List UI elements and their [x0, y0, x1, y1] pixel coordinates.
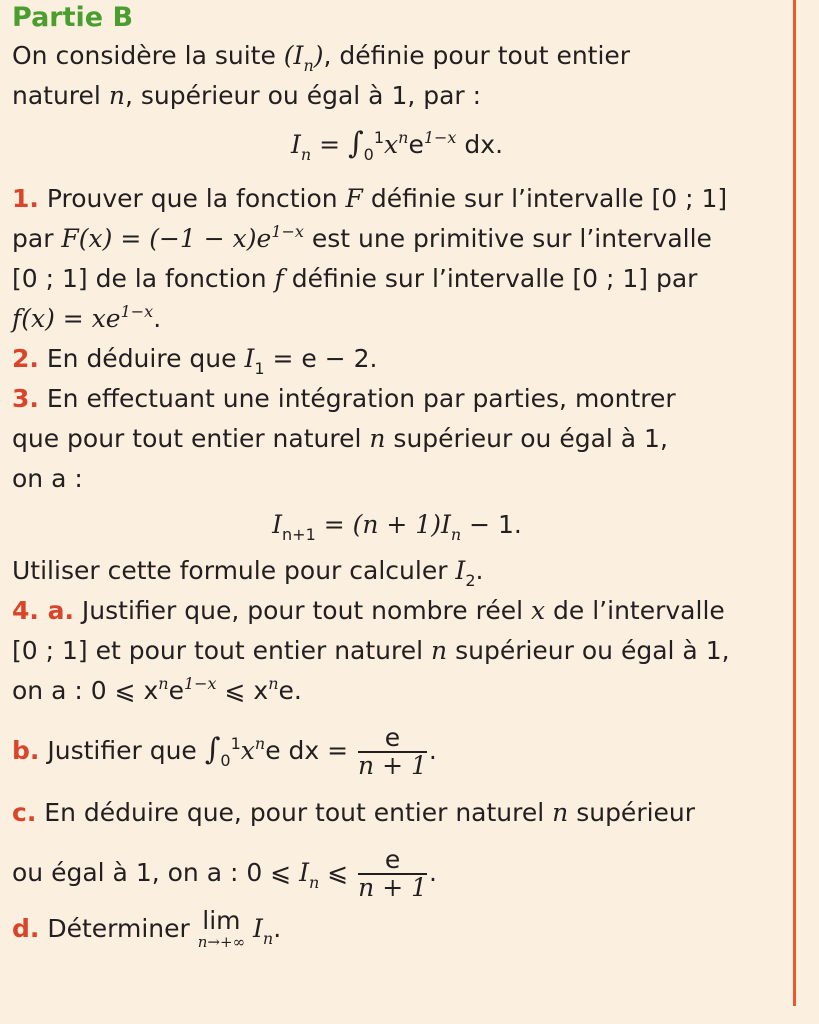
q3-line-5: Utiliser cette formule pour calculer $I_2$. [12, 556, 484, 590]
intro-line-2: naturel n, supérieur ou égal à 1, par : [12, 81, 482, 110]
recurrence-formula: $I_{n+1} = (n + 1)I_n - 1$. [272, 510, 522, 544]
exercise-body [12, 0, 782, 951]
fraction-bound: $\frac{e}{n + 1}$ [358, 845, 427, 902]
fraction-e-over-n-plus-1: $\frac{e}{n + 1}$ [358, 723, 427, 780]
q4a-line-1: 4. a. Justifier que, pour tout nombre réel x de l’intervalle [12, 596, 725, 625]
q4d-line: d. Déterminer lim n→+∞ $I_n$. [12, 906, 282, 951]
q4a-line-2: [0 ; 1] et pour tout entier naturel n supérieur ou égal à 1, [12, 636, 730, 665]
q1-line-2: par $F(x) = (-1 - x)e^{1-x}$ est une primitive sur l’intervalle [12, 222, 712, 253]
q4b-line: b. Justifier que $\int_0^1x^ne$ dx = $\frac{e}{n + 1}$ . [12, 723, 437, 780]
section-heading: Partie B [12, 2, 134, 33]
q3-line-1: 3. En effectuant une intégration par parties, montrer [12, 384, 676, 413]
q4c-line-2: ou égal à 1, on a : 0 ⩽ $I_n$ ⩽ $\frac{e}{n + 1}$ . [12, 845, 437, 902]
q2-line: 2. En déduire que $I_1 = e - 2$. [12, 344, 378, 378]
q4c-line-1: c. En déduire que, pour tout entier naturel n supérieur [12, 798, 696, 827]
q4a-line-3: on a : 0 ⩽ $x^ne^{1-x}$ ⩽ $x^ne$. [12, 674, 302, 705]
integral-definition: $I_n = \int_0^1x^ne^{1-x}$ dx. [290, 126, 504, 164]
intro-line-1: On considère la suite $(I_n)$, définie pour tout entier [12, 41, 631, 75]
q1-line-3: [0 ; 1] de la fonction f définie sur l’intervalle [0 ; 1] par [12, 264, 698, 293]
q3-line-2: que pour tout entier naturel n supérieur ou égal à 1, [12, 424, 668, 453]
q1-line-4: $f(x) = xe^{1-x}$. [12, 302, 162, 333]
q3-line-3: on a : [12, 464, 83, 493]
margin-rule [793, 0, 796, 1006]
q1-line-1: 1. Prouver que la fonction F définie sur l’intervalle [0 ; 1] [12, 184, 728, 213]
limit-operator: lim n→+∞ [197, 906, 246, 951]
